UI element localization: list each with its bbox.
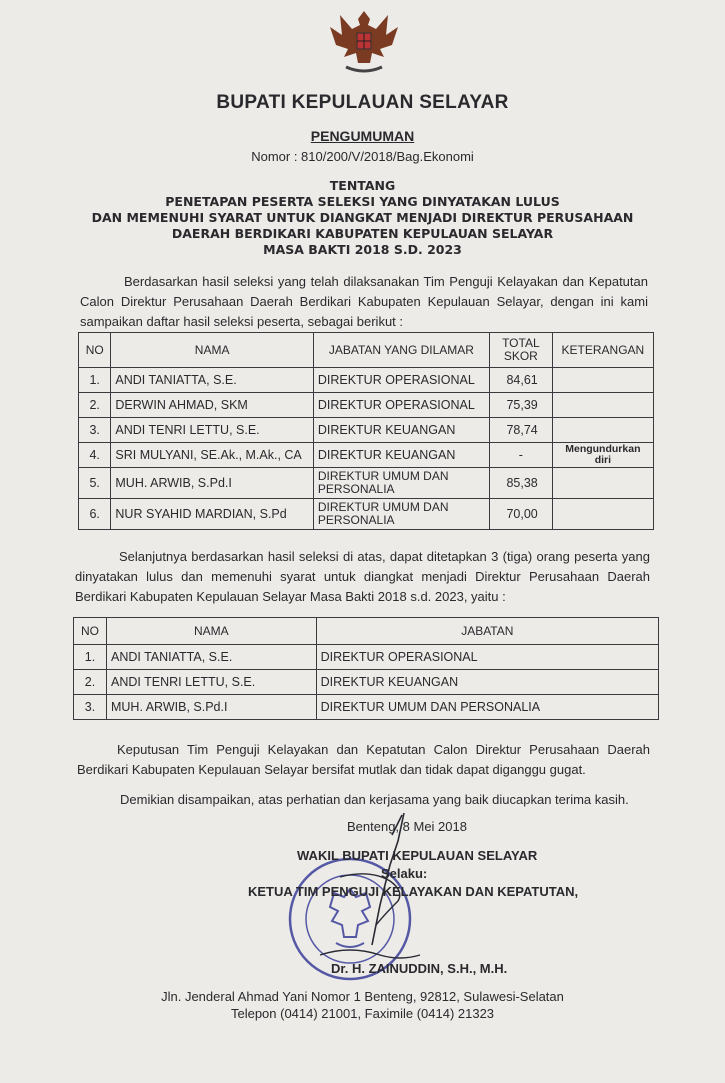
cell-no: 3. (74, 695, 107, 720)
cell-nama: ANDI TANIATTA, S.E. (111, 368, 313, 393)
cell-skor: 84,61 (489, 368, 552, 393)
cell-jabatan: DIREKTUR OPERASIONAL (316, 645, 658, 670)
subject-block (0, 178, 725, 258)
signer-name: Dr. H. ZAINUDDIN, S.H., M.H. (331, 961, 508, 976)
cell-jabatan: DIREKTUR OPERASIONAL (313, 393, 489, 418)
selection-results-table (78, 332, 654, 530)
cell-no: 3. (79, 418, 111, 443)
cell-keterangan (552, 368, 653, 393)
cell-nama: NUR SYAHID MARDIAN, S.Pd (111, 499, 313, 530)
table-row (79, 468, 654, 499)
document-title: BUPATI KEPULAUAN SELAYAR (216, 92, 509, 113)
about-label: TENTANG (329, 178, 396, 193)
header-no: NO (74, 618, 107, 645)
cell-no: 2. (74, 670, 107, 695)
header-keterangan: KETERANGAN (552, 333, 653, 368)
closing-paragraph: Demikian disampaikan, atas perhatian dan kerjasama yang baik diucapkan terima kasih. (120, 792, 629, 807)
table-row (79, 443, 654, 468)
cell-jabatan: DIREKTUR KEUANGAN (313, 418, 489, 443)
cell-no: 1. (74, 645, 107, 670)
cell-skor: 78,74 (489, 418, 552, 443)
cell-nama: SRI MULYANI, SE.Ak., M.Ak., CA (111, 443, 313, 468)
header-nama: NAMA (111, 333, 313, 368)
cell-nama: DERWIN AHMAD, SKM (111, 393, 313, 418)
header-no: NO (79, 333, 111, 368)
cell-keterangan (552, 393, 653, 418)
cell-no: 1. (79, 368, 111, 393)
subject-line: DAN MEMENUHI SYARAT UNTUK DIANGKAT MENJADI DIREKTUR PERUSAHAAN (91, 210, 634, 225)
signer-role-1: WAKIL BUPATI KEPULAUAN SELAYAR (297, 848, 538, 863)
header-jabatan: JABATAN YANG DILAMAR (313, 333, 489, 368)
place-date: Benteng, 8 Mei 2018 (347, 819, 467, 834)
cell-jabatan: DIREKTUR KEUANGAN (316, 670, 658, 695)
document-number: Nomor : 810/200/V/2018/Bag.Ekonomi (251, 149, 474, 164)
cell-skor: 70,00 (489, 499, 552, 530)
table-row (79, 418, 654, 443)
footer-address: Jln. Jenderal Ahmad Yani Nomor 1 Benteng, 92812, Sulawesi-Selatan (161, 989, 564, 1004)
subject-line: DAERAH BERDIKARI KABUPATEN KEPULAUAN SELAYAR (171, 226, 554, 241)
cell-jabatan: DIREKTUR UMUM DAN PERSONALIA (316, 695, 658, 720)
table-header-row (79, 333, 654, 368)
signer-role-2: Selaku: (381, 866, 428, 881)
passed-candidates-table (73, 617, 659, 720)
cell-nama: ANDI TENRI LETTU, S.E. (106, 670, 316, 695)
header-total-skor-text: TOTAL SKOR (502, 336, 540, 363)
cell-jabatan: DIREKTUR OPERASIONAL (313, 368, 489, 393)
table-row (74, 645, 659, 670)
cell-no: 2. (79, 393, 111, 418)
cell-jabatan: DIREKTUR UMUM DAN PERSONALIA (313, 468, 489, 499)
cell-keterangan (552, 468, 653, 499)
garuda-emblem-icon (322, 5, 406, 77)
cell-skor: - (489, 443, 552, 468)
cell-jabatan: DIREKTUR KEUANGAN (313, 443, 489, 468)
cell-skor: 75,39 (489, 393, 552, 418)
header-total-skor (489, 333, 552, 368)
third-paragraph: Keputusan Tim Penguji Kelayakan dan Kepatutan Calon Direktur Perusahaan Daerah Berdikari Kabupaten Kepulauan Selayar bersifat mutlak dan tidak dapat diganggu gugat. (77, 742, 650, 777)
table-row (74, 695, 659, 720)
footer-phone: Telepon (0414) 21001, Faximile (0414) 21323 (230, 1006, 495, 1021)
cell-no: 4. (79, 443, 111, 468)
intro-paragraph: Berdasarkan hasil seleksi yang telah dilaksanakan Tim Penguji Kelayakan dan Kepatutan Calon Direktur Perusahaan Daerah Berdikari Kabupaten Kepulauan Selayar, dengan ini kami sampaikan daftar hasil seleksi peserta, sebagai berikut : (80, 274, 648, 329)
table-row (74, 670, 659, 695)
cell-nama: MUH. ARWIB, S.Pd.I (111, 468, 313, 499)
table-row (79, 499, 654, 530)
cell-nama: ANDI TANIATTA, S.E. (106, 645, 316, 670)
cell-skor: 85,38 (489, 468, 552, 499)
table-header-row (74, 618, 659, 645)
header-nama: NAMA (106, 618, 316, 645)
cell-no: 5. (79, 468, 111, 499)
cell-nama: MUH. ARWIB, S.Pd.I (106, 695, 316, 720)
cell-nama: ANDI TENRI LETTU, S.E. (111, 418, 313, 443)
second-paragraph: Selanjutnya berdasarkan hasil seleksi di atas, dapat ditetapkan 3 (tiga) orang peserta yang dinyatakan lulus dan memenuhi syarat untuk diangkat menjadi Direktur Perusahaan Daerah Berdikari Kabupaten Kepulauan Selayar Masa Bakti 2018 s.d. 2023, yaitu : (75, 549, 650, 604)
subject-line: PENETAPAN PESERTA SELEKSI YANG DINYATAKAN LULUS (165, 194, 560, 209)
cell-keterangan (552, 418, 653, 443)
cell-no: 6. (79, 499, 111, 530)
cell-keterangan: Mengundurkan diri (552, 443, 653, 468)
table-row (79, 368, 654, 393)
table-row (79, 393, 654, 418)
subject-line: MASA BAKTI 2018 S.D. 2023 (263, 242, 462, 257)
header-jabatan: JABATAN (316, 618, 658, 645)
cell-jabatan: DIREKTUR UMUM DAN PERSONALIA (313, 499, 489, 530)
announcement-heading: PENGUMUMAN (310, 128, 415, 144)
cell-keterangan (552, 499, 653, 530)
signer-role-3: KETUA TIM PENGUJI KELAYAKAN DAN KEPATUTAN, (248, 884, 579, 899)
